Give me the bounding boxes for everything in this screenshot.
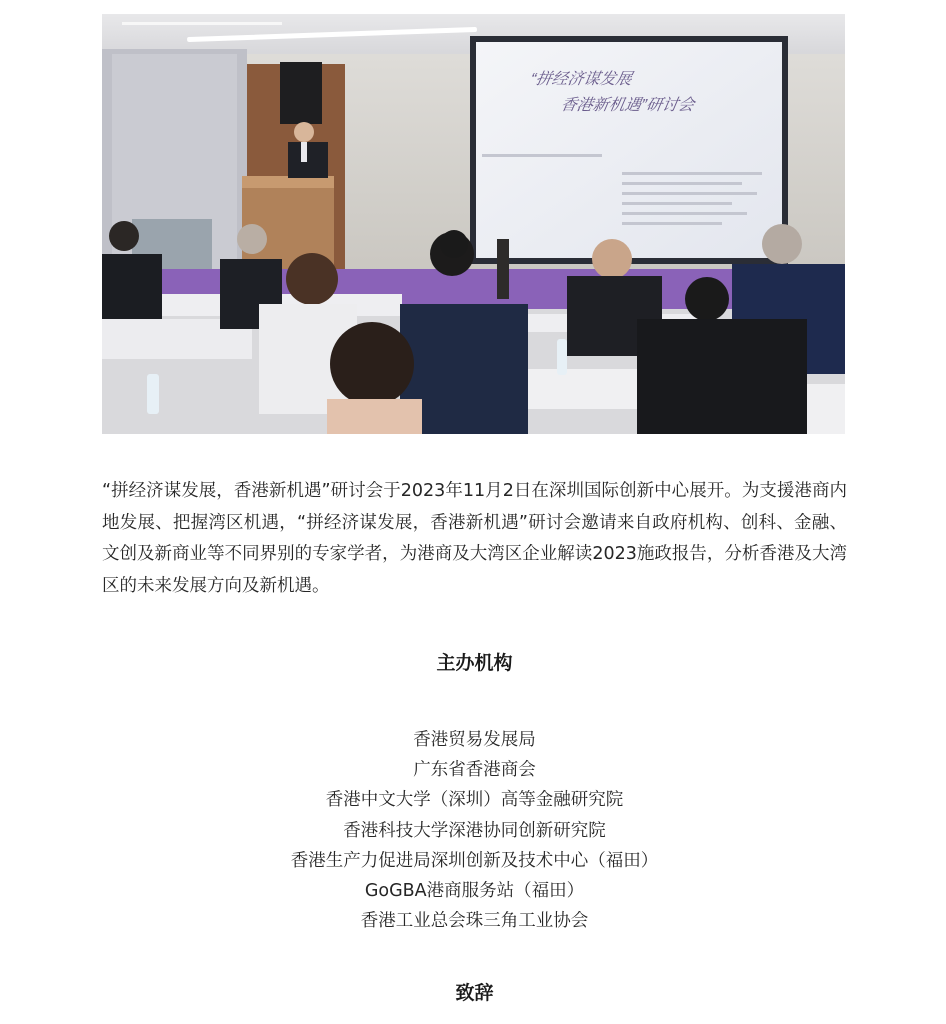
- organizer-item: 香港生产力促进局深圳创新及技术中心（福田）: [290, 850, 659, 871]
- organizers-list: [102, 725, 847, 936]
- organizer-item: 香港工业总会珠三角工业协会: [360, 911, 589, 932]
- event-photo: [102, 14, 845, 434]
- organizer-item: 广东省香港商会: [413, 760, 536, 781]
- screen-title-line1: “拼经济谋发展: [528, 70, 634, 88]
- organizer-item: GoGBA港商服务站（福田）: [364, 881, 585, 902]
- organizer-item: 香港贸易发展局: [413, 730, 536, 750]
- speech-heading: 致辞: [455, 982, 494, 1004]
- screen-title-line2: 香港新机遇”研讨会: [559, 96, 696, 114]
- organizers-heading: 主办机构: [436, 652, 513, 674]
- organizer-item: 香港中文大学（深圳）高等金融研究院: [325, 790, 624, 811]
- intro-paragraph: “拼经济谋发展，香港新机遇”研讨会于2023年11月2日在深圳国际创新中心展开。为支援港商内地发展、把握湾区机遇，“拼经济谋发展，香港新机遇”研讨会邀请来自政府机构、创科、金融、文创及新商业等不同界别的专家学者，为港商及大湾区企业解读2023施政报告，分析香港及大湾区的未来发展方向及新机遇。: [102, 481, 847, 596]
- organizer-item: 香港科技大学深港协同创新研究院: [343, 820, 606, 841]
